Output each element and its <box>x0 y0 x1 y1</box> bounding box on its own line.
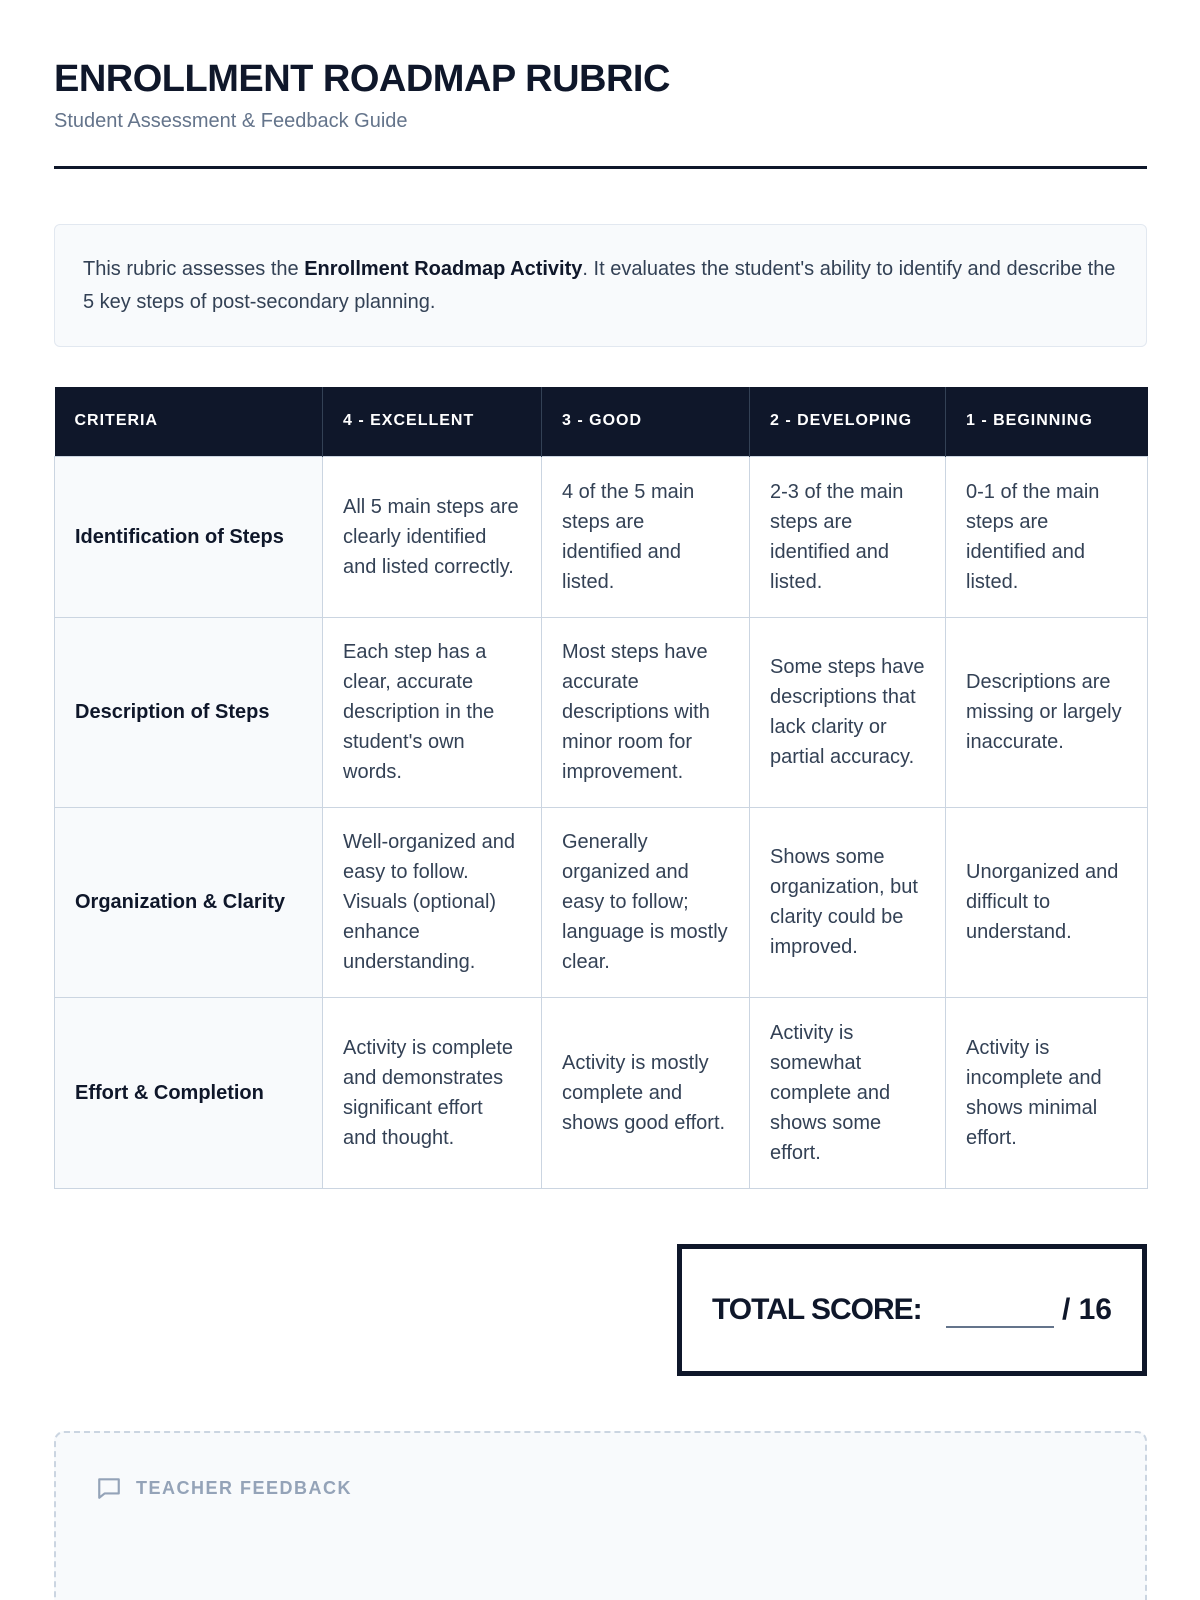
table-header-row <box>55 387 1148 456</box>
criteria-cell: Organization & Clarity <box>55 807 323 997</box>
rubric-cell: Most steps have accurate descriptions with minor room for improvement. <box>542 617 750 807</box>
column-header-good: 3 - GOOD <box>542 387 750 456</box>
table-row <box>55 617 1148 807</box>
table-row <box>55 997 1148 1188</box>
criteria-cell: Effort & Completion <box>55 997 323 1188</box>
intro-highlight: Enrollment Roadmap Activity <box>304 258 583 280</box>
rubric-cell: Each step has a clear, accurate description in the student's own words. <box>323 617 542 807</box>
rubric-cell: Activity is incomplete and shows minimal effort. <box>946 997 1148 1188</box>
rubric-cell: 4 of the 5 main steps are identified and listed. <box>542 456 750 617</box>
rubric-cell: All 5 main steps are clearly identified and listed correctly. <box>323 456 542 617</box>
rubric-cell: 2-3 of the main steps are identified and listed. <box>750 456 946 617</box>
teacher-feedback-box[interactable] <box>54 1431 1147 1600</box>
column-header-beginning: 1 - BEGINNING <box>946 387 1148 456</box>
total-score-label: TOTAL SCORE: <box>712 1293 922 1326</box>
rubric-cell: Unorganized and difficult to understand. <box>946 807 1148 997</box>
total-score-blank[interactable] <box>946 1326 1054 1328</box>
total-score-box <box>677 1244 1147 1376</box>
criteria-cell: Description of Steps <box>55 617 323 807</box>
rubric-table <box>54 387 1148 1189</box>
intro-suffix: . It evaluates the student's ability to identify and describe the 5 key steps of post-secondary planning. <box>83 258 1116 313</box>
column-header-excellent: 4 - EXCELLENT <box>323 387 542 456</box>
rubric-cell: Shows some organization, but clarity could be improved. <box>750 807 946 997</box>
page-subtitle: Student Assessment & Feedback Guide <box>54 110 408 132</box>
chat-bubble-icon <box>96 1475 122 1501</box>
header-divider <box>54 166 1147 169</box>
header <box>54 56 1147 134</box>
table-row <box>55 456 1148 617</box>
total-score-max: / 16 <box>1061 1293 1112 1326</box>
rubric-cell: Descriptions are missing or largely inaccurate. <box>946 617 1148 807</box>
teacher-feedback-label: TEACHER FEEDBACK <box>136 1477 353 1498</box>
column-header-developing: 2 - DEVELOPING <box>750 387 946 456</box>
rubric-cell: 0-1 of the main steps are identified and listed. <box>946 456 1148 617</box>
rubric-cell: Some steps have descriptions that lack clarity or partial accuracy. <box>750 617 946 807</box>
page-title: ENROLLMENT ROADMAP RUBRIC <box>54 58 670 100</box>
rubric-page <box>54 0 1147 1600</box>
table-row <box>55 807 1148 997</box>
teacher-feedback-header <box>96 1475 352 1501</box>
criteria-cell: Identification of Steps <box>55 456 323 617</box>
rubric-cell: Generally organized and easy to follow; language is mostly clear. <box>542 807 750 997</box>
rubric-cell: Well-organized and easy to follow. Visuals (optional) enhance understanding. <box>323 807 542 997</box>
rubric-cell: Activity is somewhat complete and shows some effort. <box>750 997 946 1188</box>
column-header-criteria: CRITERIA <box>55 387 323 456</box>
intro-box <box>54 224 1147 347</box>
rubric-cell: Activity is mostly complete and shows good effort. <box>542 997 750 1188</box>
rubric-cell: Activity is complete and demonstrates significant effort and thought. <box>323 997 542 1188</box>
intro-prefix: This rubric assesses the <box>83 258 305 280</box>
